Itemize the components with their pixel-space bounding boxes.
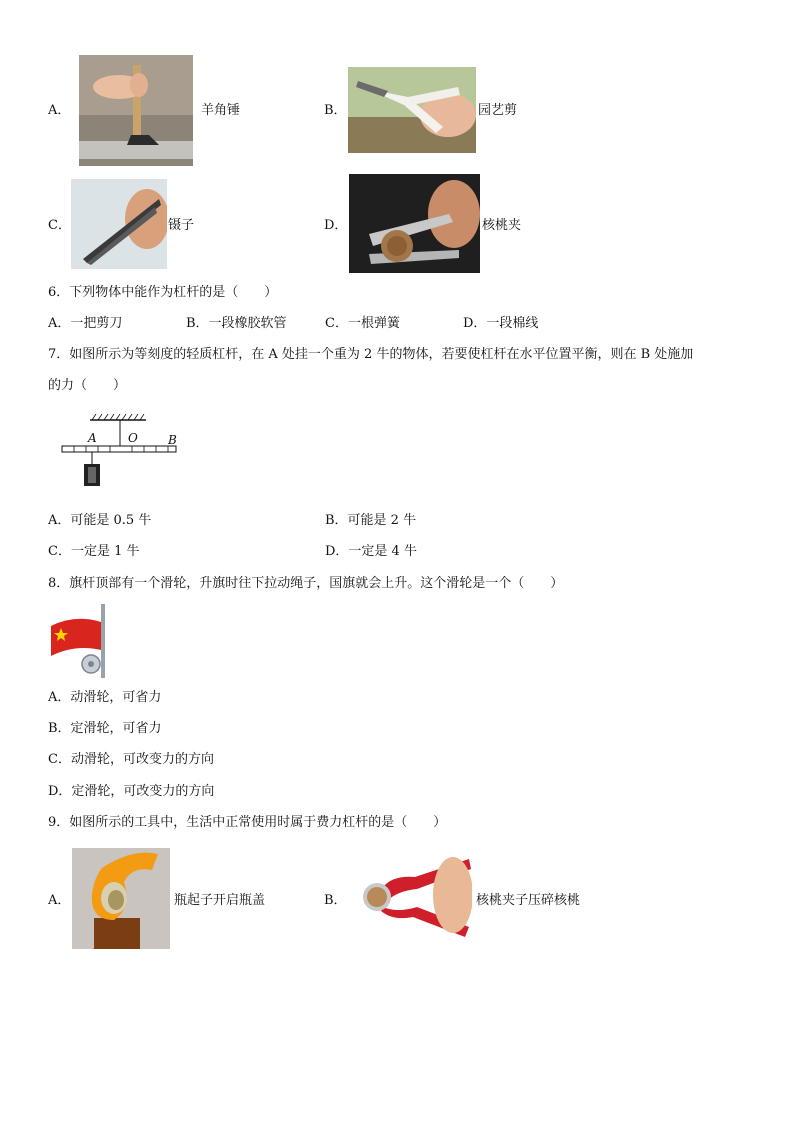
lever-label-o: O — [128, 431, 138, 445]
q9-option-b-letter: B． — [324, 893, 347, 908]
q5-option-b-caption: 园艺剪 — [478, 103, 518, 118]
lever-diagram — [58, 412, 182, 492]
q6-option-d: D．一段棉线 — [463, 316, 539, 331]
q9-option-a-letter: A． — [48, 893, 71, 908]
walnut-cracker-photo — [349, 174, 480, 273]
bottle-opener-photo — [72, 848, 170, 949]
lever-label-b: B — [168, 433, 177, 447]
q8-option-d: D．定滑轮，可改变力的方向 — [48, 784, 215, 799]
red-nutcracker-photo — [353, 847, 472, 943]
q7-option-b: B．可能是 2 牛 — [325, 513, 417, 528]
q5-option-a-caption: 羊角锤 — [201, 103, 241, 118]
q5-option-c-letter: C． — [48, 218, 71, 233]
q8-option-c: C．动滑轮，可改变力的方向 — [48, 752, 214, 767]
q6-option-c: C．一根弹簧 — [325, 316, 400, 331]
q8-option-a: A．动滑轮，可省力 — [48, 690, 162, 705]
q9-stem: 9．如图所示的工具中，生活中正常使用时属于费力杠杆的是（ ） — [48, 815, 447, 830]
q5-option-c-caption: 镊子 — [168, 218, 195, 233]
q6-option-a: A．一把剪刀 — [48, 316, 123, 331]
q5-option-d-letter: D． — [324, 218, 348, 233]
claw-hammer-photo — [79, 55, 193, 166]
tweezers-photo — [71, 179, 167, 269]
lever-label-a: A — [88, 431, 97, 445]
q9-option-a-caption: 瓶起子开启瓶盖 — [174, 893, 266, 908]
q7-option-d: D．一定是 4 牛 — [325, 544, 417, 559]
q5-option-a-letter: A． — [48, 103, 71, 118]
garden-shears-photo — [348, 67, 476, 153]
q8-stem: 8．旗杆顶部有一个滑轮，升旗时往下拉动绳子，国旗就会上升。这个滑轮是一个（ ） — [48, 576, 564, 591]
q7-stem-line1: 7．如图所示为等刻度的轻质杠杆，在 A 处挂一个重为 2 牛的物体，若要使杠杆在水平位置平衡，则在 B 处施加 — [48, 347, 694, 362]
q5-option-d-caption: 核桃夹 — [482, 218, 522, 233]
q7-stem-line2: 的力（ ） — [48, 378, 127, 393]
flagpole-pulley-photo — [49, 604, 111, 678]
q9-option-b-caption: 核桃夹子压碎核桃 — [476, 893, 581, 908]
q6-stem: 6．下列物体中能作为杠杆的是（ ） — [48, 285, 278, 300]
q6-option-b: B．一段橡胶软管 — [186, 316, 287, 331]
q7-option-c: C．一定是 1 牛 — [48, 544, 140, 559]
q8-option-b: B．定滑轮，可省力 — [48, 721, 162, 736]
q5-option-b-letter: B． — [324, 103, 347, 118]
q7-option-a: A．可能是 0.5 牛 — [48, 513, 152, 528]
